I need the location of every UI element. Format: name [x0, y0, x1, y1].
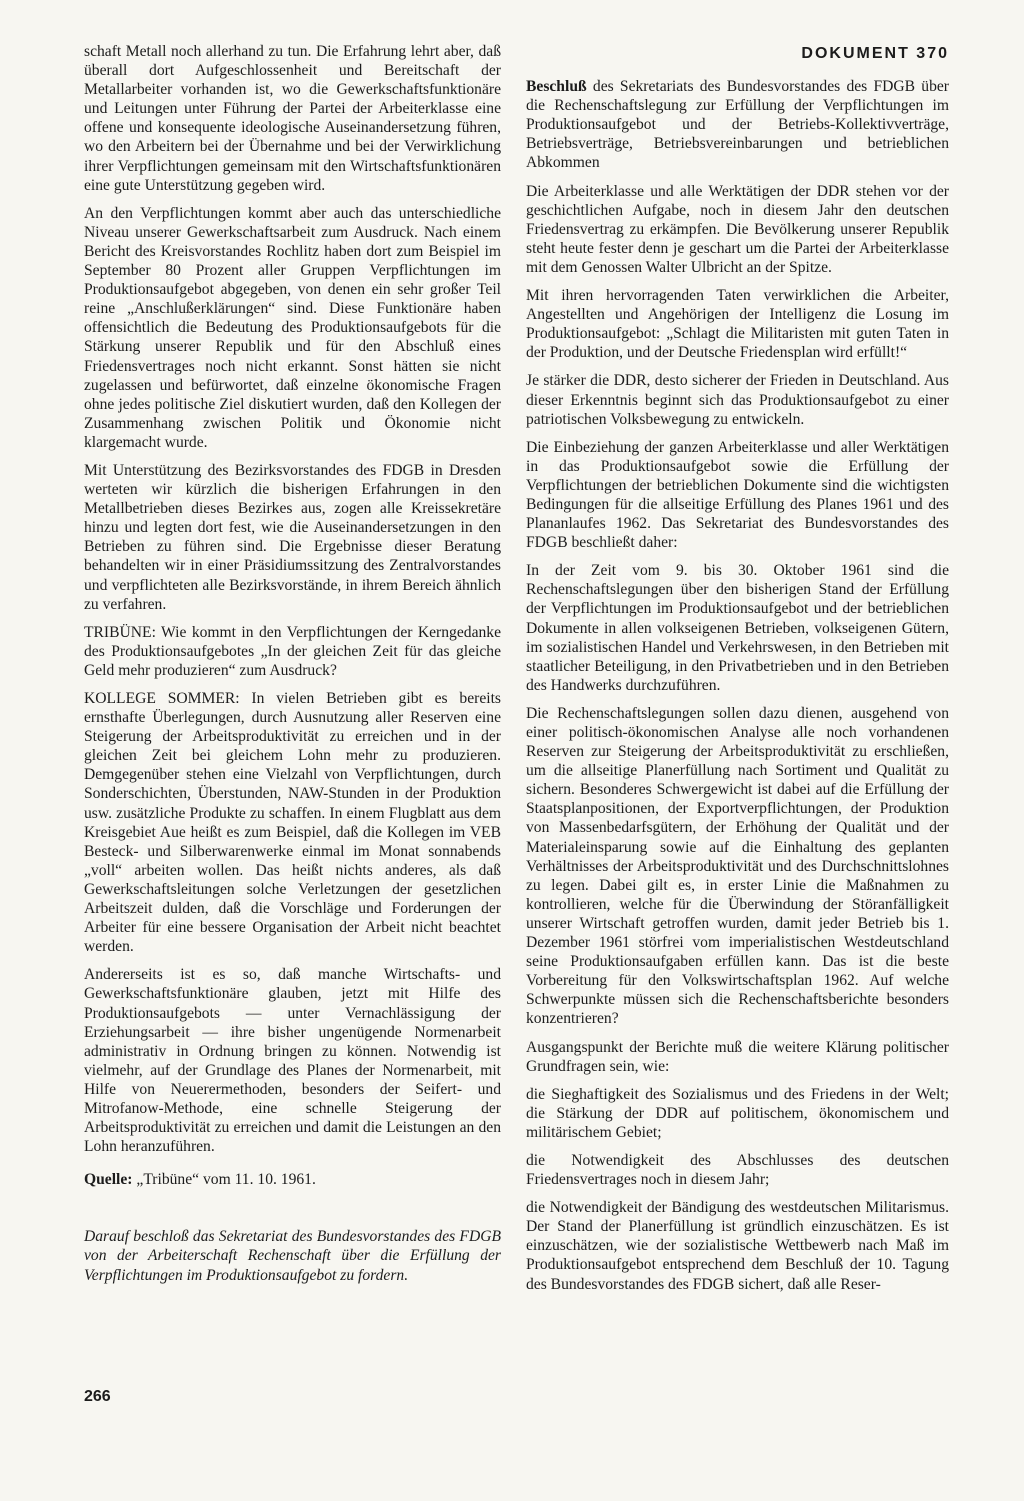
source-text: „Tribüne“ vom 11. 10. 1961.: [132, 1171, 316, 1189]
left-column: [84, 42, 501, 1294]
paragraph: schaft Metall noch allerhand zu tun. Die Erfahrung lehrt aber, daß überall dort Aufgeschlossenheit und Bereitschaft der Metallarbeiter vorhanden ist, wo die Gewerkschaftsfunktionäre und Leitungen unter Führung der Partei der Arbeiterklasse eine offene und konsequente ideologische Auseinandersetzung führen, wo den Arbeitern bei der Übernahme und bei der Verwirklichung ihrer Verpflichtungen gemeinsam mit den Wirtschaftsfunktionären eine gute Unterstützung gegeben wird.: [84, 43, 501, 194]
list-item: die Sieghaftigkeit des Sozialismus und des Friedens in der Welt; die Stärkung der DDR auf politischem, ökonomischem und militärischem Gebiet;: [526, 1085, 949, 1141]
paragraph: Die Arbeiterklasse und alle Werktätigen der DDR stehen vor der geschichtlichen Aufgabe, noch in diesem Jahr den deutschen Friedensvertrag zu erkämpfen. Die Bevölkerung unserer Republik steht heute fester denn je geschart um die Partei der Arbeiterklasse mit dem Genossen Walter Ulbricht an der Spitze.: [526, 182, 949, 276]
paragraph: An den Verpflichtungen kommt aber auch das unterschiedliche Niveau unserer Gewerkschaftsarbeit zum Ausdruck. Nach einem Bericht des Kreisvorstandes Rochlitz haben dort zum Beispiel im September 80 Prozent aller Gruppen Verpflichtungen im Produktionsaufgebot abgegeben, von denen ein sehr großer Teil reine „Anschlußerklärungen“ sind. Diese Funktionäre haben offensichtlich die Bedeutung des Produktionsaufgebots für die Stärkung unserer Republik und für den Abschluß eines Friedensvertrages noch nicht erkannt. Sonst hätten sie nicht zugelassen und befürwortet, daß einzelne ökonomische Fragen ohne jedes politische Ziel diskutiert wurden, daß den Kollegen der Zusammenhang zwischen Politik und Ökonomie nicht klargemacht wurde.: [84, 204, 501, 451]
source-line: [84, 1170, 501, 1189]
list-item: die Notwendigkeit des Abschlusses des deutschen Friedensvertrages noch in diesem Jahr;: [526, 1151, 949, 1189]
editorial-note: Darauf beschloß das Sekretariat des Bundesvorstandes des FDGB von der Arbeiterschaft Rechenschaft über die Erfüllung der Verpflichtungen im Produktionsaufgebot zu fordern.: [84, 1228, 501, 1284]
resolution-title: [526, 77, 949, 172]
interview-question: TRIBÜNE: Wie kommt in den Verpflichtungen der Kerngedanke des Produktionsaufgebotes „In der gleichen Zeit für das gleiche Geld mehr produzieren“ zum Ausdruck?: [84, 623, 501, 679]
paragraph: Ausgangspunkt der Berichte muß die weitere Klärung politischer Grundfragen sein, wie:: [526, 1038, 949, 1075]
source-label: Quelle:: [84, 1171, 133, 1189]
resolution-title-bold: Beschluß: [526, 78, 587, 96]
paragraph: Die Einbeziehung der ganzen Arbeiterklasse und aller Werktätigen in das Produktionsaufgebot sowie die Erfüllung der Verpflichtungen der betrieblichen Dokumente sind die wichtigsten Bedingungen für die allseitige Erfüllung des Planes 1961 und des Plananlaufes 1962. Das Sekretariat des Bundesvorstandes des FDGB beschließt daher:: [526, 438, 949, 552]
resolution-title-text: des Sekretariats des Bundesvorstandes des FDGB über die Rechenschaftslegung zur Erfüllung der Verpflichtungen im Produktionsaufgebot und der Betriebs-Kollektivverträge, Betriebsverträge, Betriebsvereinbarungen und betrieblichen Abkommen: [526, 78, 949, 172]
paragraph: Die Rechenschaftslegungen sollen dazu dienen, ausgehend von einer politisch-ökonomischen Analyse alle noch vorhandenen Reserven zur Steigerung der Arbeitsproduktivität zu erschließen, um die allseitige Planerfüllung nach Sortiment und Qualität zu sichern. Besonderes Schwergewicht ist dabei auf die Erfüllung der Staatsplanpositionen, der Exportverpflichtungen, der Produktion von Massenbedarfsgütern, der Erhöhung der Qualität und der Materialeinsparung sowie auf die Einhaltung des geplanten Verhältnisses der Arbeitsproduktivität und des Durchschnittslohnes zu legen. Dabei gilt es, in erster Linie die Maßnahmen zu kontrollieren, welche für die Überwindung der Störanfälligkeit unserer Wirtschaft getroffen wurden, damit jeder Betrieb bis 1. Dezember 1961 störfrei vom imperialistischen Westdeutschland seine Produktionsaufgaben erfüllen kann. Das ist die beste Vorbereitung für den Volkswirtschaftsplan 1962. Auf welche Schwerpunkte müssen sich die Rechenschaftsberichte besonders konzentrieren?: [526, 704, 949, 1028]
paragraph: Mit Unterstützung des Bezirksvorstandes des FDGB in Dresden werteten wir kürzlich die bisherigen Erfahrungen in den Metallbetrieben dieses Bezirkes aus, zogen alle Kreissekretäre hinzu und legten dort fest, wie die Auseinandersetzungen in den Betrieben zu führen sind. Die Ergebnisse dieser Beratung behandelten wir in einer Präsidiumssitzung des Zentralvorstandes und verpflichteten alle Bezirksvorstände, in ihrem Bereich ähnlich zu verfahren.: [84, 461, 501, 613]
paragraph: Je stärker die DDR, desto sicherer der Frieden in Deutschland. Aus dieser Erkenntnis beginnt sich das Produktionsaufgebot zu einer patriotischen Volksbewegung zu entwickeln.: [526, 372, 949, 428]
paragraph: Andererseits ist es so, daß manche Wirtschafts- und Gewerkschaftsfunktionäre glauben, jetzt mit Hilfe des Produktionsaufgebots — unter Vernachlässigung der Erziehungsarbeit — ihre bisher ungenügende Normenarbeit administrativ in Ordnung bringen zu können. Notwendig ist vielmehr, auf der Grundlage des Planes der Normenarbeit, mit Hilfe von Neuerermethoden, besonders der Seifert- und Mitrofanow-Methode, eine schnelle Steigerung der Arbeitsproduktivität zu erreichen und damit die Leistungen an den Lohn heranzuführen.: [84, 966, 501, 1156]
right-column: [526, 42, 949, 1303]
paragraph: Mit ihren hervorragenden Taten verwirklichen die Arbeiter, Angestellten und Angehörigen der Intelligenz die Losung im Produktionsaufgebot: „Schlagt die Militaristen mit guten Taten in der Produktion, und der Deutsche Friedensplan wird erfüllt!“: [526, 287, 949, 362]
document-heading: DOKUMENT 370: [801, 45, 949, 62]
paragraph: In der Zeit vom 9. bis 30. Oktober 1961 sind die Rechenschaftslegungen über den bisherigen Stand der Erfüllung der Verpflichtungen im Produktionsaufgebot und der betrieblichen Dokumente in allen volkseigenen Betrieben, volkseigenen Gütern, im sozialistischen Handel und Verkehrswesen, in den Betrieben mit staatlicher Beteiligung, in den Privatbetrieben und in den Betrieben des Handwerks durchzuführen.: [526, 562, 949, 694]
interview-answer: KOLLEGE SOMMER: In vielen Betrieben gibt es bereits ernsthafte Überlegungen, durch Ausnutzung aller Reserven eine Steigerung der Arbeitsproduktivität zu erreichen und in der gleichen Zeit bei gleichem Lohn mehr zu produzieren. Demgegenüber stehen eine Vielzahl von Verpflichtungen, durch Sonderschichten, Überstunden, NAW-Stunden in der Produktion usw. zusätzliche Produkte zu schaffen. In einem Flugblatt aus dem Kreisgebiet Aue heißt es zum Beispiel, daß die Kollegen im VEB Besteck- und Silberwarenwerke einmal im Monat sonnabends „voll“ arbeiten wollen. Das heißt nichts anderes, als daß Gewerkschaftsleitungen solche Verletzungen der gesetzlichen Arbeitszeit dulden, daß die Vorschläge und Forderungen der Arbeiter für eine bessere Organisation der Arbeit nicht beachtet werden.: [84, 690, 501, 956]
list-item: die Notwendigkeit der Bändigung des westdeutschen Militarismus. Der Stand der Planerfüllung ist gründlich einzuschätzen. Es ist einzuschätzen, wie der sozialistische Wettbewerb nach Maß im Produktionsaufgebot entsprechend dem Beschluß der 10. Tagung des Bundesvorstandes des FDGB sichert, daß alle Reser-: [526, 1199, 949, 1293]
page-number: 266: [84, 1388, 111, 1405]
